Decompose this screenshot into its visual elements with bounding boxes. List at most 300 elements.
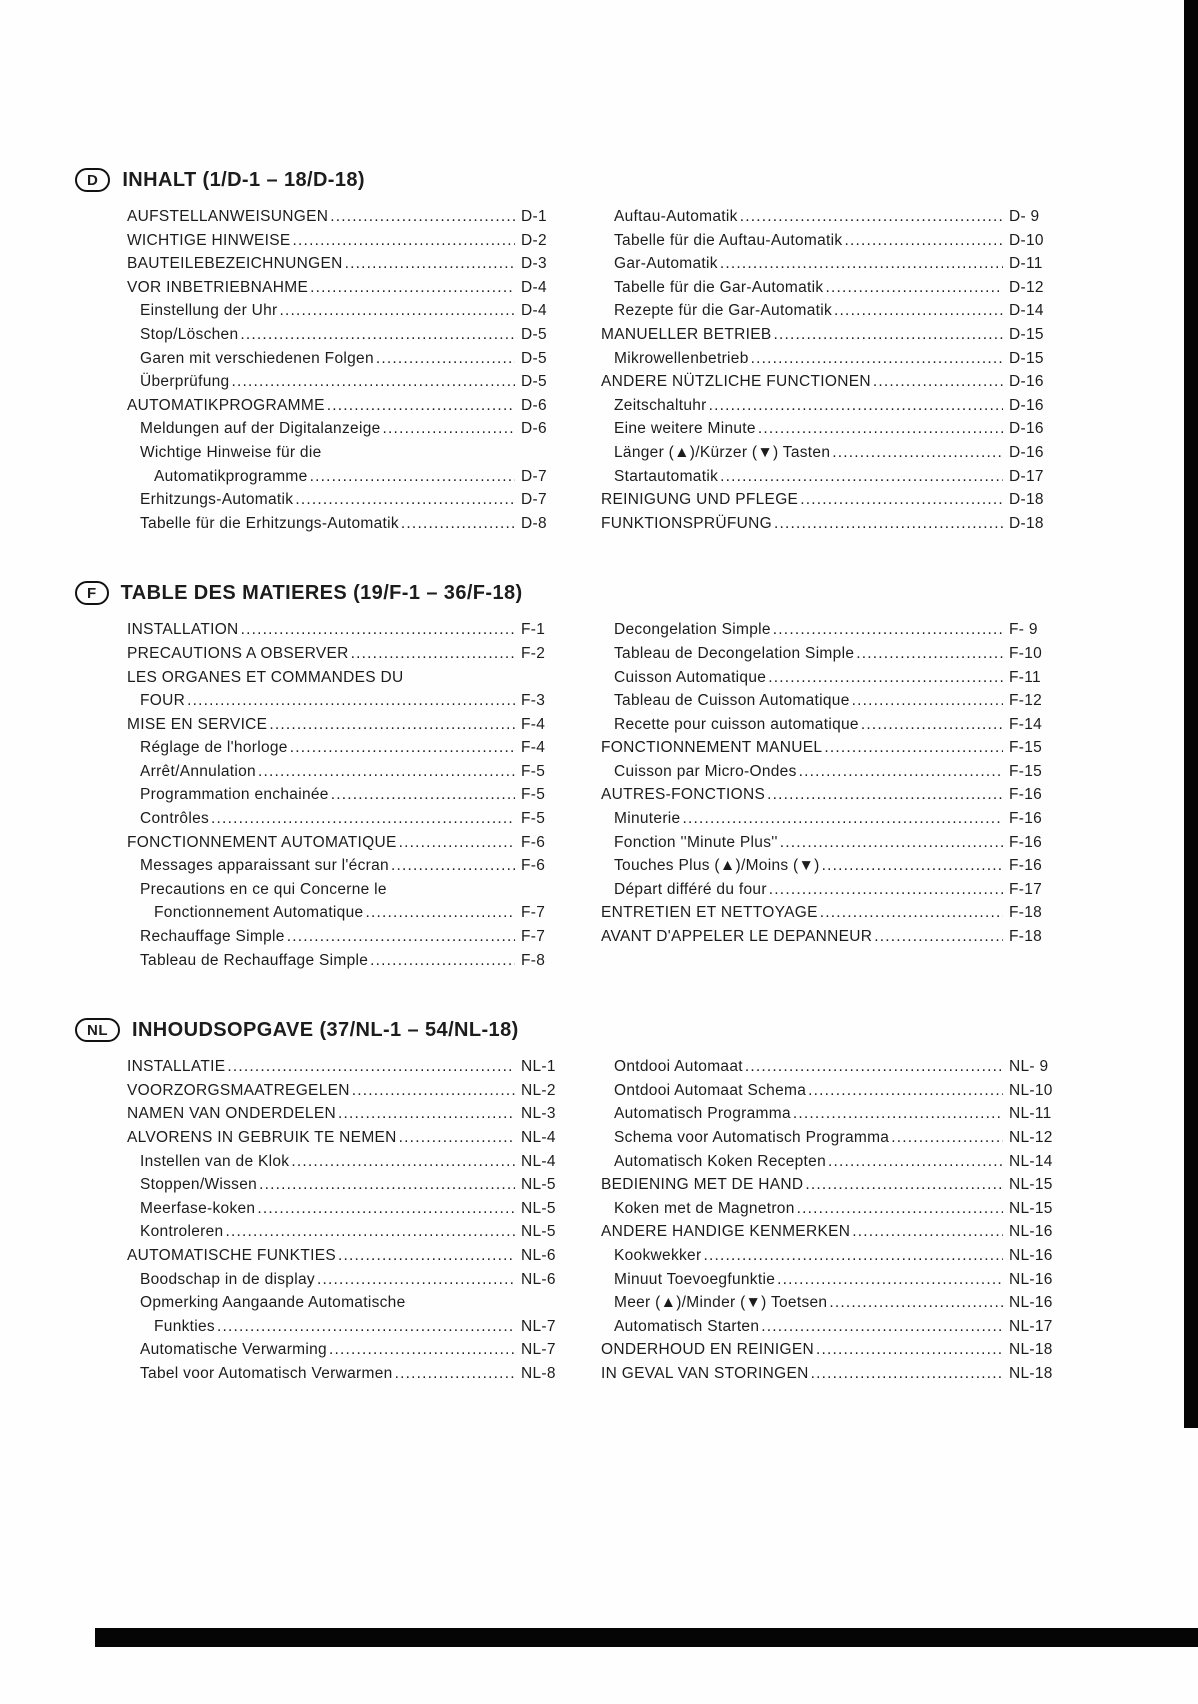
page-number: F-6 xyxy=(521,833,546,851)
dot-leader xyxy=(769,878,1003,902)
entry-title: AUTOMATISCHE FUNKTIES xyxy=(127,1246,336,1264)
page-number: NL-7 xyxy=(521,1317,556,1335)
toc-column-right xyxy=(601,618,1063,972)
section-header xyxy=(75,581,1137,605)
dot-leader xyxy=(290,736,515,760)
entry-title: Stop/Löschen xyxy=(140,325,239,343)
entry-title: WICHTIGE HINWEISE xyxy=(127,231,291,249)
entry-title: NAMEN VAN ONDERDELEN xyxy=(127,1105,336,1123)
dot-leader xyxy=(799,760,1003,784)
toc-entry xyxy=(601,370,1063,394)
dot-leader xyxy=(740,205,1003,229)
page-number: D-17 xyxy=(1009,467,1044,485)
entry-title: Arrêt/Annulation xyxy=(140,762,256,780)
page-number: F-5 xyxy=(521,810,546,828)
dot-leader xyxy=(376,347,515,371)
page-number: F-16 xyxy=(1009,810,1043,828)
page-number: NL-18 xyxy=(1009,1341,1053,1359)
toc-entry xyxy=(601,1079,1063,1103)
toc-entry xyxy=(127,1362,575,1386)
toc-entry xyxy=(601,347,1063,371)
entry-title: Tabelle für die Gar-Automatik xyxy=(614,278,824,296)
toc-entry xyxy=(127,831,575,855)
page-number: NL-16 xyxy=(1009,1223,1053,1241)
page-number: D-5 xyxy=(521,325,547,343)
dot-leader xyxy=(401,512,515,536)
dot-leader xyxy=(352,1079,515,1103)
toc-section-f xyxy=(75,581,1137,972)
page-number: D-6 xyxy=(521,396,547,414)
toc-entry xyxy=(601,488,1063,512)
toc-entry xyxy=(127,394,575,418)
entry-title: Erhitzungs-Automatik xyxy=(140,491,294,509)
dot-leader xyxy=(331,783,515,807)
toc-entry xyxy=(601,760,1063,784)
dot-leader xyxy=(345,252,515,276)
toc-entry xyxy=(601,925,1063,949)
toc-entry xyxy=(127,205,575,229)
toc-entry xyxy=(127,347,575,371)
entry-title: Cuisson par Micro-Ondes xyxy=(614,762,797,780)
dot-leader xyxy=(829,1291,1003,1315)
dot-leader xyxy=(383,417,515,441)
dot-leader xyxy=(873,370,1003,394)
section-header xyxy=(75,168,1137,192)
toc-columns xyxy=(75,618,1137,972)
toc-entry xyxy=(127,1055,575,1079)
dot-leader xyxy=(758,417,1003,441)
entry-title: Schema voor Automatisch Programma xyxy=(614,1129,890,1146)
section-header xyxy=(75,1018,1137,1042)
entry-title: ANDERE NÜTZLICHE FUNCTIONEN xyxy=(601,373,871,391)
toc-entry xyxy=(601,229,1063,253)
dot-leader xyxy=(365,901,515,925)
entry-title: Kontroleren xyxy=(140,1223,224,1241)
page-number: F- 9 xyxy=(1009,621,1038,639)
toc-entry xyxy=(127,925,575,949)
toc-columns xyxy=(75,205,1137,535)
toc-entry xyxy=(127,642,575,666)
page-number: D-7 xyxy=(521,491,547,509)
dot-leader xyxy=(828,1150,1003,1174)
dot-leader xyxy=(844,229,1003,253)
toc-entry xyxy=(601,276,1063,300)
toc-entry xyxy=(127,299,575,323)
entry-title: Mikrowellenbetrieb xyxy=(614,349,749,367)
page-number: D-5 xyxy=(521,349,547,367)
toc-entry xyxy=(601,441,1063,465)
page-number: F-4 xyxy=(521,739,546,757)
entry-title: FONCTIONNEMENT AUTOMATIQUE xyxy=(127,833,397,851)
page-number: D-12 xyxy=(1009,278,1044,296)
toc-sections xyxy=(75,168,1137,1432)
bottom-edge-bar xyxy=(95,1628,1198,1647)
page-number: NL-3 xyxy=(521,1105,556,1123)
entry-title: Fonctionnement Automatique xyxy=(154,904,364,922)
dot-leader xyxy=(310,276,515,300)
page-number: D-2 xyxy=(521,231,547,249)
page-number: D-4 xyxy=(521,278,547,296)
page-number: NL-5 xyxy=(521,1199,556,1217)
page-number: D-11 xyxy=(1009,255,1043,273)
page-number: NL-2 xyxy=(521,1081,556,1099)
entry-title: Meer (▲)/Minder (▼) Toetsen xyxy=(614,1294,828,1312)
entry-title: AUTRES-FONCTIONS xyxy=(601,786,766,804)
entry-title: AUFSTELLANWEISUNGEN xyxy=(127,208,329,225)
toc-entry xyxy=(601,1173,1063,1197)
dot-leader xyxy=(227,1055,515,1079)
entry-title: Recette pour cuisson automatique xyxy=(614,715,859,733)
dot-leader xyxy=(240,323,515,347)
entry-title: IN GEVAL VAN STORINGEN xyxy=(601,1364,809,1382)
entry-title: Automatisch Starten xyxy=(614,1317,760,1335)
toc-entry xyxy=(127,370,575,394)
toc-entry xyxy=(601,1244,1063,1268)
dot-leader xyxy=(745,1055,1003,1079)
page-number: D-14 xyxy=(1009,302,1044,320)
entry-title: Automatisch Programma xyxy=(614,1105,791,1123)
dot-leader xyxy=(856,642,1003,666)
entry-title: Départ différé du four xyxy=(614,880,767,898)
dot-leader xyxy=(211,807,515,831)
dot-leader xyxy=(258,760,515,784)
page-number: NL-12 xyxy=(1009,1129,1053,1146)
dot-leader xyxy=(269,713,515,737)
dot-leader xyxy=(291,1150,515,1174)
language-badge: NL xyxy=(75,1018,120,1042)
entry-title: Rezepte für die Gar-Automatik xyxy=(614,302,833,320)
page-number: F-6 xyxy=(521,857,546,875)
dot-leader xyxy=(293,229,515,253)
toc-entry xyxy=(127,713,575,737)
entry-title: Wichtige Hinweise für die xyxy=(140,443,322,461)
toc-entry xyxy=(601,252,1063,276)
dot-leader xyxy=(391,854,515,878)
page-number: NL-5 xyxy=(521,1176,556,1194)
toc-entry xyxy=(601,666,1063,690)
entry-title: PRECAUTIONS A OBSERVER xyxy=(127,644,349,662)
dot-leader xyxy=(820,901,1003,925)
entry-title: Tableau de Decongelation Simple xyxy=(614,644,855,662)
page-number: F-1 xyxy=(521,621,546,639)
page-number: F-8 xyxy=(521,951,546,969)
page-number: D-10 xyxy=(1009,231,1044,249)
dot-leader xyxy=(773,323,1003,347)
page-number: F-7 xyxy=(521,904,546,922)
dot-leader xyxy=(852,689,1003,713)
dot-leader xyxy=(816,1338,1003,1362)
toc-entry xyxy=(127,1244,575,1268)
toc-entry xyxy=(601,878,1063,902)
dot-leader xyxy=(773,618,1003,642)
page-number: F-2 xyxy=(521,644,546,662)
dot-leader xyxy=(287,925,515,949)
dot-leader xyxy=(338,1244,515,1268)
dot-leader xyxy=(891,1126,1003,1150)
page-number: F-14 xyxy=(1009,715,1043,733)
dot-leader xyxy=(797,1197,1003,1221)
dot-leader xyxy=(399,1126,515,1150)
entry-title: FUNKTIONSPRÜFUNG xyxy=(601,514,772,532)
toc-entry xyxy=(127,465,575,489)
entry-title: LES ORGANES ET COMMANDES DU xyxy=(127,668,404,686)
toc-entry xyxy=(601,689,1063,713)
dot-leader xyxy=(295,488,515,512)
dot-leader xyxy=(395,1362,515,1386)
toc-entry xyxy=(127,512,575,536)
entry-title: Minuterie xyxy=(614,810,681,828)
entry-title: INSTALLATIE xyxy=(127,1058,226,1076)
toc-entry xyxy=(127,736,575,760)
entry-title: BAUTEILEBEZEICHNUNGEN xyxy=(127,255,343,273)
toc-entry xyxy=(127,618,575,642)
toc-entry xyxy=(127,854,575,878)
page-number: NL-15 xyxy=(1009,1199,1053,1217)
toc-entry xyxy=(601,618,1063,642)
dot-leader xyxy=(822,854,1003,878)
dot-leader xyxy=(241,618,515,642)
page-number: F-4 xyxy=(521,715,546,733)
toc-entry xyxy=(127,417,575,441)
toc-entry xyxy=(127,1220,575,1244)
dot-leader xyxy=(317,1268,515,1292)
entry-title: BEDIENING MET DE HAND xyxy=(601,1176,804,1194)
entry-title: Messages apparaissant sur l'écran xyxy=(140,857,389,875)
page-number: D- 9 xyxy=(1009,208,1040,225)
dot-leader xyxy=(187,689,515,713)
dot-leader xyxy=(800,488,1003,512)
entry-title: Überprüfung xyxy=(140,373,230,391)
toc-entry xyxy=(127,760,575,784)
toc-entry xyxy=(127,229,575,253)
dot-leader xyxy=(399,831,515,855)
dot-leader xyxy=(257,1197,515,1221)
toc-entry xyxy=(127,1315,575,1339)
toc-entry xyxy=(127,689,575,713)
dot-leader xyxy=(329,1338,515,1362)
entry-title: Precautions en ce qui Concerne le xyxy=(140,880,387,898)
entry-title: ONDERHOUD EN REINIGEN xyxy=(601,1341,814,1359)
toc-entry xyxy=(601,854,1063,878)
entry-title: MANUELLER BETRIEB xyxy=(601,325,772,343)
dot-leader xyxy=(805,1173,1003,1197)
page-number: NL-17 xyxy=(1009,1317,1053,1335)
toc-entry xyxy=(127,488,575,512)
toc-entry xyxy=(127,783,575,807)
dot-leader xyxy=(720,465,1003,489)
toc-entry xyxy=(127,1173,575,1197)
entry-title: Gar-Automatik xyxy=(614,255,718,273)
page-number: F-5 xyxy=(521,786,546,804)
dot-leader xyxy=(767,783,1003,807)
entry-title: Kookwekker xyxy=(614,1246,702,1264)
page-number: NL- 9 xyxy=(1009,1058,1049,1076)
dot-leader xyxy=(703,1244,1003,1268)
page-number: NL-14 xyxy=(1009,1152,1053,1170)
toc-entry xyxy=(127,878,575,902)
page-number: D-6 xyxy=(521,420,547,438)
dot-leader xyxy=(774,512,1003,536)
toc-entry xyxy=(127,276,575,300)
toc-entry xyxy=(601,417,1063,441)
toc-entry xyxy=(601,1220,1063,1244)
toc-entry xyxy=(127,901,575,925)
entry-title: Opmerking Aangaande Automatische xyxy=(140,1294,406,1312)
dot-leader xyxy=(832,441,1003,465)
page-number: F-12 xyxy=(1009,692,1043,710)
page-number: NL-10 xyxy=(1009,1081,1053,1099)
entry-title: Tabelle für die Erhitzungs-Automatik xyxy=(140,514,399,532)
section-title: INHOUDSOPGAVE (37/NL-1 – 54/NL-18) xyxy=(132,1018,519,1041)
toc-column-left xyxy=(127,618,575,972)
toc-entry xyxy=(127,666,575,690)
page-number: NL-6 xyxy=(521,1246,556,1264)
toc-entry xyxy=(601,736,1063,760)
dot-leader xyxy=(852,1220,1003,1244)
entry-title: Garen mit verschiedenen Folgen xyxy=(140,349,374,367)
entry-title: ANDERE HANDIGE KENMERKEN xyxy=(601,1223,851,1241)
toc-entry xyxy=(127,1126,575,1150)
toc-entry xyxy=(601,1055,1063,1079)
entry-title: Automatische Verwarming xyxy=(140,1341,327,1359)
page-number: F-15 xyxy=(1009,739,1043,757)
toc-column-right xyxy=(601,205,1063,535)
dot-leader xyxy=(370,949,515,973)
entry-title: Instellen van de Klok xyxy=(140,1152,290,1170)
page-number: F-10 xyxy=(1009,644,1043,662)
page-number: D-16 xyxy=(1009,443,1044,461)
page-number: D-5 xyxy=(521,373,547,391)
toc-entry xyxy=(601,1362,1063,1386)
toc-entry xyxy=(127,949,575,973)
entry-title: FONCTIONNEMENT MANUEL xyxy=(601,739,823,757)
toc-entry xyxy=(601,1315,1063,1339)
toc-entry xyxy=(601,205,1063,229)
entry-title: AVANT D'APPELER LE DEPANNEUR xyxy=(601,928,873,946)
toc-column-left xyxy=(127,1055,575,1385)
entry-title: INSTALLATION xyxy=(127,621,239,639)
dot-leader xyxy=(259,1173,515,1197)
page-number: NL-5 xyxy=(521,1223,556,1241)
toc-entry xyxy=(601,1150,1063,1174)
entry-title: ENTRETIEN ET NETTOYAGE xyxy=(601,904,818,922)
toc-section-d xyxy=(75,168,1137,535)
entry-title: AUTOMATIKPROGRAMME xyxy=(127,396,325,414)
page-number: NL-6 xyxy=(521,1270,556,1288)
page-number: F-18 xyxy=(1009,904,1043,922)
toc-entry xyxy=(127,1102,575,1126)
entry-title: MISE EN SERVICE xyxy=(127,715,268,733)
entry-title: Programmation enchainée xyxy=(140,786,329,804)
entry-title: Tableau de Rechauffage Simple xyxy=(140,951,369,969)
entry-title: Contrôles xyxy=(140,810,210,828)
entry-title: Meerfase-koken xyxy=(140,1199,256,1217)
toc-entry xyxy=(601,323,1063,347)
page-number: D-1 xyxy=(521,208,547,225)
dot-leader xyxy=(709,394,1003,418)
toc-entry xyxy=(601,1197,1063,1221)
dot-leader xyxy=(861,713,1003,737)
entry-title: Zeitschaltuhr xyxy=(614,396,707,414)
page-number: F-18 xyxy=(1009,928,1043,946)
entry-title: VOORZORGSMAATREGELEN xyxy=(127,1081,350,1099)
page-number: D-15 xyxy=(1009,325,1044,343)
entry-title: Réglage de l'horloge xyxy=(140,739,288,757)
toc-entry xyxy=(127,1268,575,1292)
dot-leader xyxy=(217,1315,515,1339)
page-number: NL-16 xyxy=(1009,1294,1053,1312)
toc-entry xyxy=(601,1102,1063,1126)
page-number: F-17 xyxy=(1009,880,1043,898)
page-number: F-5 xyxy=(521,762,546,780)
toc-entry xyxy=(127,1291,575,1315)
page-number: NL-11 xyxy=(1009,1105,1052,1123)
toc-entry xyxy=(601,1126,1063,1150)
entry-title: Automatikprogramme xyxy=(154,467,308,485)
dot-leader xyxy=(834,299,1003,323)
entry-title: Rechauffage Simple xyxy=(140,928,285,946)
toc-entry xyxy=(127,1079,575,1103)
toc-entry xyxy=(601,783,1063,807)
page-number: F-16 xyxy=(1009,857,1043,875)
toc-entry xyxy=(127,252,575,276)
entry-title: Tableau de Cuisson Automatique xyxy=(614,692,850,710)
dot-leader xyxy=(330,205,515,229)
dot-leader xyxy=(874,925,1003,949)
page-number: D-16 xyxy=(1009,420,1044,438)
dot-leader xyxy=(327,394,515,418)
dot-leader xyxy=(761,1315,1003,1339)
entry-title: Startautomatik xyxy=(614,467,719,485)
toc-entry xyxy=(601,1268,1063,1292)
entry-title: Fonction ''Minute Plus'' xyxy=(614,833,778,851)
entry-title: Meldungen auf der Digitalanzeige xyxy=(140,420,381,438)
dot-leader xyxy=(777,1268,1003,1292)
toc-entry xyxy=(127,323,575,347)
page-number: D-8 xyxy=(521,514,547,532)
entry-title: Stoppen/Wissen xyxy=(140,1176,258,1194)
page-number: D-18 xyxy=(1009,514,1044,532)
dot-leader xyxy=(751,347,1003,371)
entry-title: ALVORENS IN GEBRUIK TE NEMEN xyxy=(127,1129,397,1146)
page-number: NL-4 xyxy=(521,1129,556,1146)
entry-title: Minuut Toevoegfunktie xyxy=(614,1270,776,1288)
toc-entry xyxy=(127,1338,575,1362)
page-number: D-3 xyxy=(521,255,547,273)
dot-leader xyxy=(310,465,515,489)
page-number: D-16 xyxy=(1009,396,1044,414)
toc-column-right xyxy=(601,1055,1063,1385)
page-number: NL-7 xyxy=(521,1341,556,1359)
toc-entry xyxy=(601,901,1063,925)
dot-leader xyxy=(280,299,515,323)
entry-title: VOR INBETRIEBNAHME xyxy=(127,278,309,296)
toc-columns xyxy=(75,1055,1137,1385)
dot-leader xyxy=(825,276,1003,300)
section-title: TABLE DES MATIERES (19/F-1 – 36/F-18) xyxy=(120,581,523,604)
toc-entry xyxy=(601,465,1063,489)
toc-entry xyxy=(601,512,1063,536)
toc-section-nl xyxy=(75,1018,1137,1385)
language-badge: D xyxy=(75,168,110,192)
toc-entry xyxy=(601,394,1063,418)
dot-leader xyxy=(780,831,1003,855)
entry-title: Cuisson Automatique xyxy=(614,668,767,686)
entry-title: Auftau-Automatik xyxy=(614,208,738,225)
page-number: D-16 xyxy=(1009,373,1044,391)
dot-leader xyxy=(824,736,1003,760)
entry-title: Tabelle für die Auftau-Automatik xyxy=(614,231,843,249)
